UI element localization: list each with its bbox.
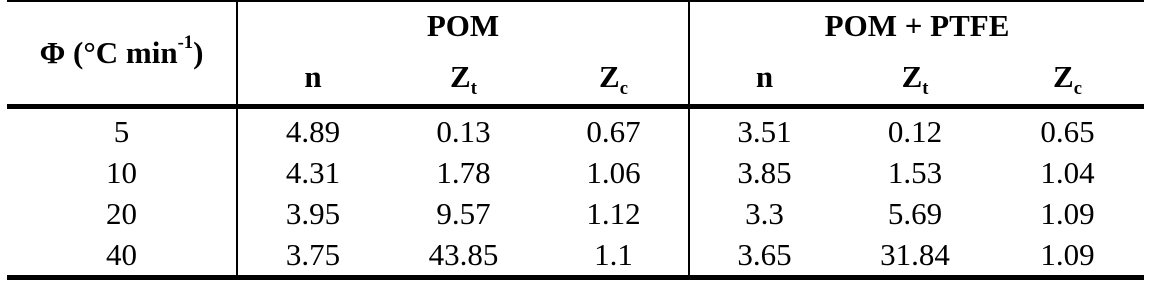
- table-cell: 1.78: [436, 154, 491, 190]
- table-cell: 0.13: [436, 113, 491, 149]
- phi-cell: 5: [113, 113, 130, 149]
- table-cell: 1.12: [586, 195, 641, 231]
- table-cell: 9.57: [436, 195, 491, 231]
- table-cell: 1.1: [539, 234, 689, 278]
- col-header-ptfe-zt: $Z_t$: [839, 50, 991, 107]
- table-cell: 1.04: [1040, 154, 1095, 190]
- table-cell: 1.09: [991, 234, 1144, 278]
- phi-unit: (°C min: [73, 35, 178, 70]
- group-header-row: [7, 1, 1144, 50]
- table-row: [7, 234, 1144, 278]
- table-cell: 4.31: [237, 152, 388, 193]
- col-header-pom-zt: $Z_t$: [388, 50, 539, 107]
- table-cell: 3.75: [237, 234, 388, 278]
- phi-cell: 40: [7, 234, 237, 278]
- col-header-pom-zc: $Z_c$: [539, 50, 689, 107]
- col-header-pom-n: n: [237, 50, 388, 107]
- table-row: [7, 107, 1144, 153]
- phi-unit-close: ): [193, 35, 204, 70]
- col-header-ptfe-zc: $Z_c$: [991, 50, 1144, 107]
- row-header-cell: [7, 1, 237, 107]
- table-cell: 1.53: [887, 154, 943, 190]
- phi-cell: 10: [106, 154, 137, 190]
- group-header-pom-ptfe: POM + PTFE: [689, 1, 1144, 50]
- table-row: [7, 193, 1144, 234]
- kinetics-table: [7, 0, 1144, 280]
- group-header-pom: POM: [237, 1, 689, 50]
- table-cell: 43.85: [388, 234, 539, 278]
- table-cell: 4.89: [237, 107, 388, 153]
- phi-unit-exponent: -1: [177, 31, 194, 53]
- table-cell: 1.06: [586, 154, 641, 190]
- table-cell: 3.95: [237, 193, 388, 234]
- phi-cell: 20: [106, 195, 137, 231]
- table-cell: 3.3: [689, 193, 839, 234]
- table-cell: 3.65: [689, 234, 839, 278]
- phi-symbol: Φ: [39, 35, 66, 70]
- col-header-ptfe-n: n: [689, 50, 839, 107]
- table-cell: 0.67: [586, 113, 641, 149]
- table-cell: 0.12: [887, 113, 943, 149]
- table-cell: 3.51: [689, 107, 839, 153]
- table-cell: 5.69: [887, 195, 943, 231]
- table-cell: 1.09: [1040, 195, 1095, 231]
- table-cell: 31.84: [839, 234, 991, 278]
- table-row: [7, 152, 1144, 193]
- table-cell: 0.65: [1040, 113, 1095, 149]
- table-cell: 3.85: [689, 152, 839, 193]
